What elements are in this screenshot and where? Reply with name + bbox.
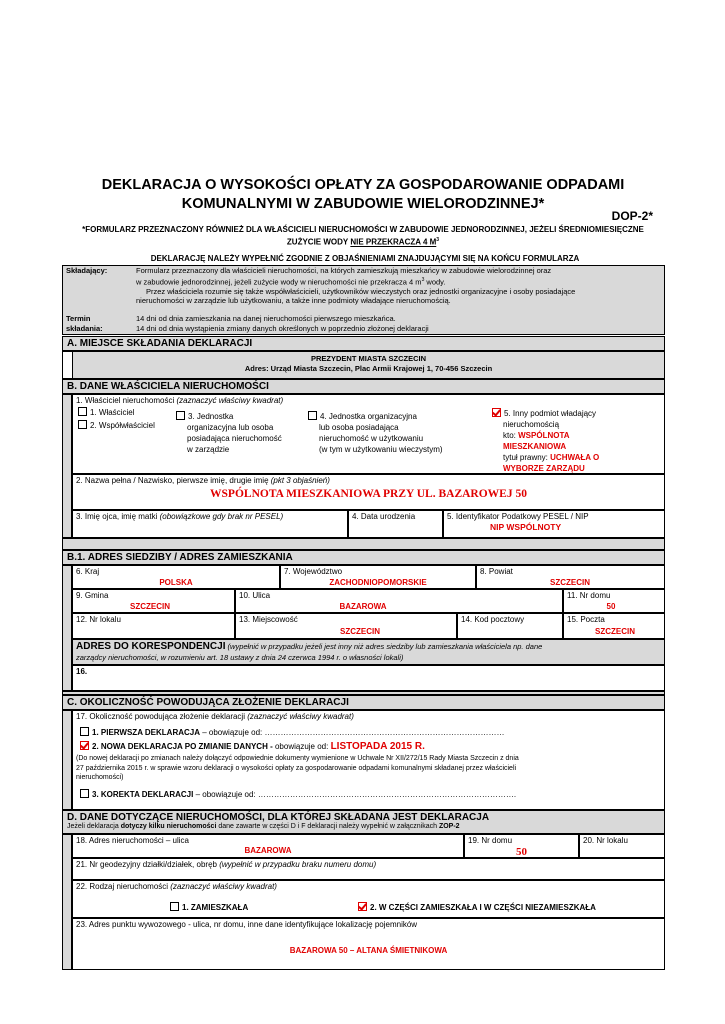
checkbox-icon[interactable] (78, 420, 87, 429)
field-2-label (76, 476, 330, 485)
field-7-value: ZACHODNIOPOMORSKIE (329, 578, 427, 587)
skladajacy-text (136, 266, 660, 306)
note-sup: 3 (436, 237, 440, 243)
note-line-2b: NIE PRZEKRACZA 4 M (350, 237, 437, 247)
title-line-2: KOMUNALNYMI W ZABUDOWIE WIELORODZINNEJ* (181, 196, 545, 212)
reason-note-3: nieruchomości) (76, 774, 124, 781)
field-8-label: 8. Powiat (480, 567, 513, 576)
checkbox-icon[interactable] (308, 411, 317, 420)
section-a-line-1: PREZYDENT MIASTA SZCZECIN (310, 354, 426, 363)
field-16-correspondence-address[interactable] (72, 665, 665, 691)
owner-option-4-line-2: lub osoba posiadająca (319, 423, 399, 432)
reason-option-3[interactable] (80, 789, 516, 799)
field-9-label: 9. Gmina (76, 591, 109, 600)
owner-option-5-who (492, 430, 599, 441)
field-15-value: SZCZECIN (595, 627, 635, 636)
field-17-hint: (zaznaczyć właściwy kwadrat) (247, 712, 354, 721)
field-5-value: NIP WSPÓLNOTY (490, 522, 562, 532)
section-b-title: B. DANE WŁAŚCICIELA NIERUCHOMOŚCI (62, 379, 665, 394)
owner-option-5-who-value: WSPÓLNOTA (518, 431, 570, 440)
field-2-label-text: 2. Nazwa pełna / Nazwisko, pierwsze imię, drugie imię (76, 476, 271, 485)
field-4-label: 4. Data urodzenia (352, 512, 416, 521)
owner-option-3[interactable] (176, 411, 282, 455)
field-12-label: 12. Nr lokalu (76, 615, 121, 624)
field-9-value: SZCZECIN (130, 602, 170, 611)
page-title (60, 176, 666, 214)
property-type-option-1[interactable] (170, 902, 248, 912)
checkbox-icon[interactable] (170, 902, 179, 911)
owner-option-4[interactable] (308, 411, 443, 455)
reason-option-2-note (76, 754, 661, 783)
field-13-label: 13. Miejscowość (239, 615, 298, 624)
field-15-label: 15. Poczta (567, 615, 605, 624)
owner-option-3-line-2: organizacyjna lub osoba (187, 423, 274, 432)
owner-option-2[interactable] (78, 420, 155, 430)
owner-option-5-who-value-2: MIESZKANIOWA (503, 442, 567, 451)
owner-option-1[interactable] (78, 407, 134, 417)
field-23-label: 23. Adres punktu wywozowego - ulica, nr domu, inne dane identyfikujące lokalizację pojemników (76, 920, 418, 929)
owner-option-3-line-1: 3. Jednostka (188, 412, 234, 421)
termin-label-1: Termin (66, 314, 91, 323)
field-5-label: 5. Identyfikator Podatkowy PESEL / NIP (447, 512, 589, 521)
property-type-option-1-label: 1. ZAMIESZKAŁA (182, 903, 249, 912)
field-14-label: 14. Kod pocztowy (461, 615, 525, 624)
field-1-label-text: 1. Właściciel nieruchomości (76, 396, 177, 405)
field-19-label: 19. Nr domu (468, 836, 513, 845)
checked-checkbox-icon[interactable] (492, 408, 501, 417)
checkbox-icon[interactable] (78, 407, 87, 416)
skladajacy-label: Składający: (66, 266, 108, 275)
reason-option-1[interactable] (80, 727, 505, 737)
field-18-label: 18. Adres nieruchomości – ulica (76, 836, 189, 845)
field-3-label-text: 3. Imię ojca, imię matki (76, 512, 160, 521)
correspondence-text (76, 641, 661, 663)
field-13-value: SZCZECIN (340, 627, 380, 636)
form-note (58, 225, 668, 248)
field-6-label: 6. Kraj (76, 567, 100, 576)
skladajacy-line-3: Przez właściciela rozumie się także współwłaścicieli, użytkowników wieczystych oraz jednostki organizacyjne i osoby posiadające (146, 286, 576, 296)
field-21-label (76, 860, 376, 869)
instruction: DEKLARACJĘ NALEŻY WYPEŁNIĆ ZGODNIE Z OBJAŚNIENIAMI ZNAJDUJĄCYMI SIĘ NA KOŃCU FORMULARZA (150, 254, 580, 263)
field-7-label: 7. Województwo (284, 567, 343, 576)
field-19-value: 50 (516, 846, 527, 858)
field-1-hint: (zaznaczyć właściwy kwadrat) (176, 396, 284, 405)
field-17-label (76, 712, 354, 721)
termin-text (136, 314, 429, 333)
owner-option-5-line-2: nieruchomością (503, 420, 560, 429)
checked-checkbox-icon[interactable] (358, 902, 367, 911)
field-23-value: BAZAROWA 50 – ALTANA ŚMIETNIKOWA (289, 946, 448, 955)
field-10-value: BAZAROWA (339, 602, 387, 611)
skladajacy-sup: 3 (421, 276, 425, 283)
termin-text-1: 14 dni od dnia zamieszkania na danej nieruchomości pierwszego mieszkańca. (136, 314, 396, 323)
note-line-2a: ZUŻYCIE WODY (286, 237, 351, 247)
field-11-label: 11. Nr domu (567, 591, 611, 600)
section-d-sub-a: Jeżeli deklaracja (67, 823, 121, 830)
reason-option-3-label: 3. KOREKTA DEKLARACJI (92, 790, 194, 799)
reason-option-2[interactable] (80, 741, 425, 752)
field-8-value: SZCZECIN (550, 578, 590, 587)
field-22-hint: (zaznaczyć właściwy kwadrat) (170, 882, 277, 891)
owner-option-2-label: 2. Współwłaściciel (90, 421, 155, 430)
termin-label (66, 314, 103, 333)
section-b1-title: B.1. ADRES SIEDZIBY / ADRES ZAMIESZKANIA (62, 550, 665, 565)
reason-option-2-label: 2. NOWA DEKLARACJA PO ZMIANIE DANYCH - (92, 742, 275, 751)
owner-option-4-line-3: nieruchomość w użytkowaniu (319, 434, 424, 443)
field-2-hint: (pkt 3 objaśnień) (270, 476, 330, 485)
reason-option-1-tail: – obowiązuje od: ……………………………………………………………………………… (200, 728, 505, 737)
form-code: DOP-2* (611, 209, 653, 223)
owner-option-4-line-4: (w tym w użytkowaniu wieczystym) (319, 445, 443, 454)
termin-text-2: 14 dni od dnia wystąpienia zmiany danych określonych w poprzednio złożonej deklaracji (136, 323, 429, 333)
checkbox-icon[interactable] (176, 411, 185, 420)
correspondence-hint-2: zarządcy nieruchomości, w rozumieniu art. 18 ustawy z dnia 24 czerwca 1994 r. o własności lokali) (76, 653, 404, 662)
section-b-spacer (62, 538, 665, 550)
section-a-line-2: Adres: Urząd Miasta Szczecin, Plac Armii Krajowej 1, 70-456 Szczecin (244, 364, 493, 373)
checked-checkbox-icon[interactable] (80, 741, 89, 750)
reason-note-1: (Do nowej deklaracji po zmianach należy dołączyć odpowiednie dokumenty wymienione w Uchwale Nr XII/272/15 Rady Miasta Szczecin z dnia (76, 755, 519, 762)
section-a-title: A. MIEJSCE SKŁADANIA DEKLARACJI (62, 336, 665, 351)
field-3-label (76, 512, 283, 521)
skladajacy-line-1: Formularz przeznaczony dla właścicieli nieruchomości, na których zamieszkują mieszkańcy w zabudowie wielorodzinnej oraz (136, 266, 552, 275)
field-17-label-text: 17. Okoliczność powodująca złożenie deklaracji (76, 712, 248, 721)
field-18-value: BAZAROWA (244, 846, 292, 855)
section-d-sub-b: dotyczy kilku nieruchomości (120, 823, 217, 830)
field-3-hint: (obowiązkowe gdy brak nr PESEL) (159, 512, 284, 521)
reason-note-2: 27 października 2015 r. w sprawie wzoru deklaracji o wysokości opłaty za gospodarowanie odpadami komunalnymi składanej przez właścicieli (76, 764, 517, 772)
owner-option-3-line-3: posiadająca nieruchomość (187, 434, 282, 443)
owner-option-5-title (492, 452, 599, 463)
section-d-sub-d: ZOP-2 (438, 823, 460, 830)
reason-option-1-label: 1. PIERWSZA DEKLARACJA (92, 728, 201, 737)
owner-option-3-line-4: w zarządzie (187, 445, 230, 454)
field-22-label-text: 22. Rodzaj nieruchomości (76, 882, 171, 891)
correspondence-title: ADRES DO KORESPONDENCJI (76, 641, 226, 652)
section-b1-margin (62, 565, 72, 691)
field-21-hint: (wypełnić w przypadku braku numeru domu) (219, 860, 377, 869)
field-2-value: WSPÓLNOTA MIESZKANIOWA PRZY UL. BAZAROWEJ 50 (210, 488, 527, 500)
property-type-option-2[interactable] (358, 902, 596, 912)
field-6-value: POLSKA (159, 578, 193, 587)
note-line-1: *FORMULARZ PRZEZNACZONY RÓWNIEŻ DLA WŁAŚCICIELI NIERUCHOMOŚCI W ZABUDOWIE JEDNORODZINNEJ, JEŻELI ŚREDNIOMIESIĘCZNE (82, 225, 644, 234)
section-a-content (72, 354, 665, 374)
owner-option-5-line-1: 5. Inny podmiot władający (504, 409, 597, 418)
reason-option-2-value: LISTOPADA 2015 R. (330, 741, 425, 752)
section-d-title: D. DANE DOTYCZĄCE NIERUCHOMOŚCI, DLA KTÓREJ SKŁADANA JEST DEKLARACJA (67, 812, 490, 823)
correspondence-hint-1: (wypełnić w przypadku jeżeli jest inny niż adres siedziby lub zamieszkania właściciela np. dane (225, 642, 543, 651)
section-d-sub-c: dane zawarte w części D i F deklaracji należy wypełnić w załącznikach (216, 823, 439, 830)
skladajacy-line-4: nieruchomości w zarządzie lub użytkowaniu, a także inne podmioty władające nieruchomością. (136, 296, 451, 305)
property-type-option-2-label: 2. W CZĘŚCI ZAMIESZKAŁA I W CZĘŚCI NIEZAMIESZKAŁA (370, 903, 596, 912)
owner-option-5-who-label: kto: (503, 431, 519, 440)
reason-option-3-tail: – obowiązuje od: ……………………………………………………………………………………. (193, 790, 517, 799)
skladajacy-line-2a: w zabudowie jednorodzinnej, jeżeli zużycie wody w nieruchomości nie przekracza 4 m (136, 277, 422, 286)
owner-option-5-title-value-2: WYBORZE ZARZĄDU (503, 464, 585, 473)
checkbox-icon[interactable] (80, 727, 89, 736)
title-line-1: DEKLARACJA O WYSOKOŚCI OPŁATY ZA GOSPODAROWANIE ODPADAMI (101, 177, 625, 193)
field-20-label: 20. Nr lokalu (583, 836, 628, 845)
skladajacy-line-2 (136, 276, 660, 287)
reason-option-2-mid: obowiązuje od: (274, 742, 331, 751)
field-16-label: 16. (76, 667, 88, 676)
section-d-margin (62, 834, 72, 970)
checkbox-icon[interactable] (80, 789, 89, 798)
termin-label-2: składania: (66, 323, 103, 333)
note-line-2 (58, 235, 668, 248)
skladajacy-line-2b: wody. (424, 277, 446, 286)
section-c-margin (62, 710, 72, 810)
owner-option-5-title-label: tytuł prawny: (503, 453, 551, 462)
field-21-label-text: 21. Nr geodezyjny działki/działek, obręb (76, 860, 220, 869)
field-11-value: 50 (606, 602, 616, 611)
owner-option-4-line-1: 4. Jednostka organizacyjna (320, 412, 417, 421)
owner-option-5[interactable] (492, 408, 599, 474)
owner-option-1-label: 1. Właściciel (90, 408, 135, 417)
section-d-header (62, 810, 665, 834)
field-22-label (76, 882, 277, 891)
field-10-label: 10. Ulica (239, 591, 271, 600)
field-1-label (76, 396, 283, 405)
section-b-margin (62, 394, 72, 538)
section-d-subtitle (67, 823, 660, 830)
owner-option-5-title-value: UCHWAŁA O (550, 453, 600, 462)
section-c-title: C. OKOLICZNOŚĆ POWODUJĄCA ZŁOŻENIE DEKLARACJI (62, 695, 665, 710)
